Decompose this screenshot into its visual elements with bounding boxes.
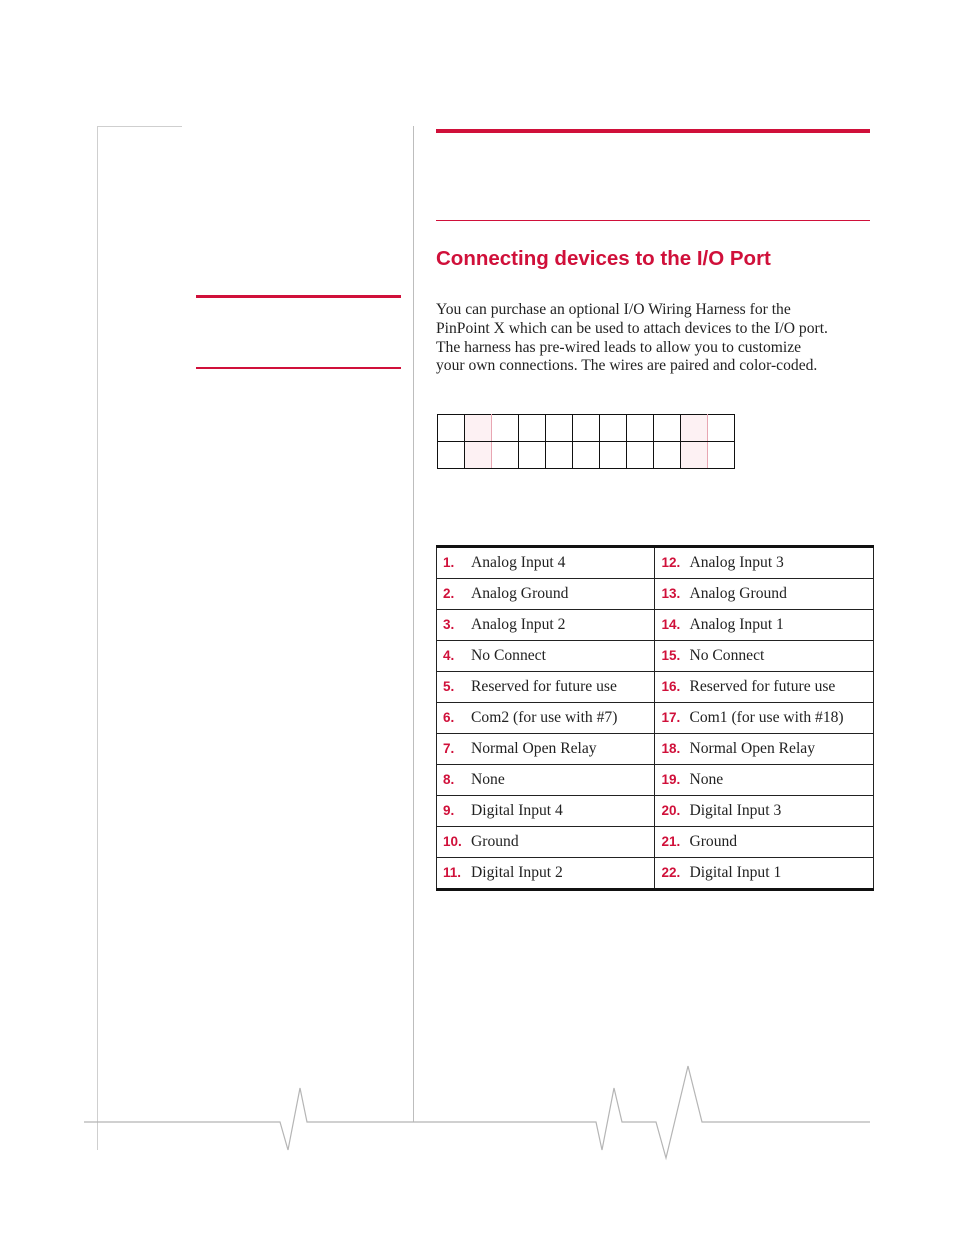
pin-label: Com2 (for use with #7) xyxy=(471,709,618,726)
pin-number: 22. xyxy=(661,865,681,880)
pin-label: Ground xyxy=(689,833,738,850)
pin-label: Normal Open Relay xyxy=(471,740,597,757)
pin-number: 1. xyxy=(443,555,455,570)
pin-number: 11. xyxy=(443,865,462,880)
paragraph-line: The harness has pre-wired leads to allow you to customize xyxy=(436,338,802,356)
pin-label: None xyxy=(471,771,505,788)
pin-number: 21. xyxy=(661,834,681,849)
pin-label: Ground xyxy=(471,833,519,850)
pin-label: Reserved for future use xyxy=(471,678,617,695)
section-title: Connecting devices to the I/O Port xyxy=(436,247,771,270)
pin-number: 15. xyxy=(661,648,681,663)
pin-number: 2. xyxy=(443,586,455,601)
paragraph-line: your own connections. The wires are paired and color-coded. xyxy=(436,357,818,375)
paragraph-line: PinPoint X which can be used to attach devices to the I/O port. xyxy=(436,319,828,337)
pin-label: Com1 (for use with #18) xyxy=(689,709,844,726)
pin-number: 16. xyxy=(661,679,681,694)
pin-number: 3. xyxy=(443,617,455,632)
pin-number: 10. xyxy=(443,834,462,849)
pin-label: None xyxy=(689,771,724,788)
pin-number: 6. xyxy=(443,710,455,725)
paragraph-line: You can purchase an optional I/O Wiring Harness for the xyxy=(436,301,791,318)
pin-label: Digital Input 4 xyxy=(471,802,563,819)
pin-number: 17. xyxy=(661,710,681,725)
pin-label: Analog Input 1 xyxy=(689,616,784,633)
pin-number: 4. xyxy=(443,648,455,663)
pin-number: 12. xyxy=(661,555,681,570)
pin-label: Analog Ground xyxy=(689,585,787,602)
pin-number: 5. xyxy=(443,679,455,694)
pin-label: Analog Input 2 xyxy=(471,616,566,633)
pin-number: 14. xyxy=(661,617,681,632)
pin-number: 19. xyxy=(661,772,681,787)
pin-label: Reserved for future use xyxy=(689,678,836,695)
pin-label: Analog Ground xyxy=(471,585,569,602)
pin-label: Digital Input 3 xyxy=(689,802,782,819)
waveform-line xyxy=(84,1066,870,1158)
pin-number: 20. xyxy=(661,803,681,818)
pin-number: 7. xyxy=(443,741,455,756)
pin-label: Analog Input 3 xyxy=(689,554,784,571)
pin-number: 18. xyxy=(661,741,681,756)
pin-label: No Connect xyxy=(689,647,765,664)
pin-number: 8. xyxy=(443,772,455,787)
pin-label: Digital Input 2 xyxy=(471,864,563,881)
pin-label: No Connect xyxy=(471,647,546,664)
pin-label: Digital Input 1 xyxy=(689,864,782,881)
pin-label: Analog Input 4 xyxy=(471,554,566,571)
pin-number: 9. xyxy=(443,803,455,818)
pin-number: 13. xyxy=(661,586,681,601)
pin-label: Normal Open Relay xyxy=(689,740,816,757)
